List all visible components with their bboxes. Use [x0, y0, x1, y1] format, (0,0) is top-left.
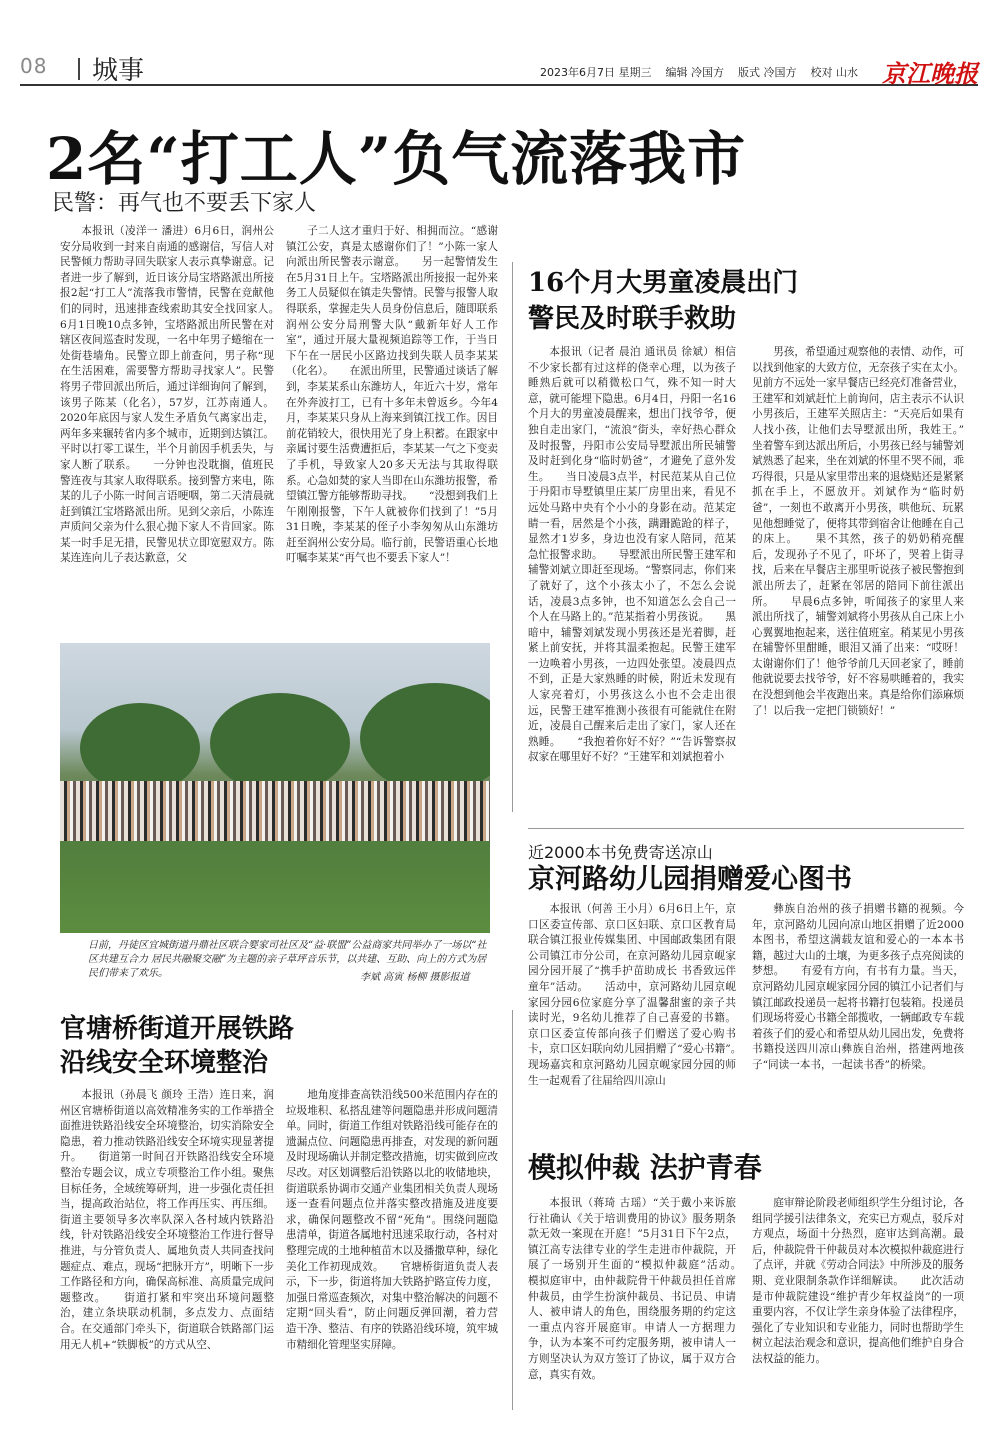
- event-photo: [60, 643, 490, 933]
- story2-column-1: [528, 345, 736, 810]
- page-header: [20, 52, 978, 86]
- lead-text-2: 子二人这才重归于好、相拥而泣。“感谢镇江公安，真是太感谢你们了！”小陈一家人向派出所民警表示谢意。 另一起警情发生在5月31日上午。宝塔路派出所接报一起外来务工人员疑似在镇走失警情。民警与报警人取得联系，掌握走失人员身份信息后，随即联系润州公安分局刑警大队“戴新年好人工作室”，通过开展大量视频追踪等工作，于当日下午在一居民小区路边找到失联人员李某某（化名）。 在派出所里，民警通过谈话了解到，李某某系山东潍坊人，年近六十岁，常年在外奔波打工，已有十多年未曾返乡。今年4月，李某某只身从上海来到镇江找工作。因目前花销较大，很快用光了身上积蓄。在跟家中亲属讨要生活费遭拒后，李某某一气之下变卖了手机，导致家人20多天无法与其取得联系。心急如焚的家人当即在山东潍坊报警，希望镇江警方能够帮助寻找。 “没想到我们上午刚刚报警，下午人就被你们找到了！”5月31日晚，李某某的侄子小李匆匆从山东潍坊赶至润州公安分局。临行前，民警语重心长地叮嘱李某某“再气也不要丢下家人”！: [286, 225, 498, 565]
- story4-text-2: 地角度排查高铁沿线500米范围内存在的垃圾堆积、私搭乱建等问题隐患并形成问题清单。同时，街道工作组对铁路沿线可能存在的遗漏点位、问题隐患再排查，对发现的新问题及时现场确认并制定整改措施，切实做到应改尽改。对区划调整后沿铁路以北的收储地块，街道联系协调市交通产业集团相关负责人现场逐一查看问题点位并落实整改措施及进度要求，确保问题整改不留“死角”。围绕问题隐患清单，街道各属地村迅速采取行动，各村对整理完成的土地种植苗木以及播撒草种，绿化美化工作初现成效。 官塘桥街道负责人表示，下一步，街道将加大铁路护路宣传力度，加强日常巡查频次，对集中整治解决的问题不定期“回头看”，防止问题反弹回潮，着力营造干净、整洁、有序的铁路沿线环境，筑牢城市精细化管理坚实屏障。: [286, 1089, 498, 1351]
- lead-column-2: [286, 224, 498, 629]
- story4-headline-line2: 沿线安全环境整治: [60, 1048, 269, 1078]
- header-meta: [540, 64, 858, 80]
- page-number: 08: [20, 54, 48, 78]
- story2-text-1: 本报讯（记者 晨泊 通讯员 徐斌）相信不少家长都有过这样的侥幸心理，以为孩子睡熟后就可以稍微松口气，殊不知一时大意，就可能埋下隐患。6月4日，丹阳一名16个月大的男童凌晨醒来，想出门找爷爷，便独自走出家门，“流浪”街头，幸好热心群众及时报警，丹阳市公安局导墅派出所民辅警及时赶到化身“临时奶爸”，才避免了意外发生。 当日凌晨3点半，村民范某从自己位于丹阳市导墅镇里庄某厂房里出来，看见不远处马路中央有个小小的身影在动。范某定睛一看，居然是个小孩，蹒跚跪跄的样子，显然才1岁多，身边也没有家人陪同，范某急忙报警求助。 导墅派出所民警王建军和辅警刘斌立即赶至现场。“警察同志，你们来了就好了，这个小孩太小了，不怎么会说话，凌晨3点多钟，也不知道怎么会自己一个人在马路上的。”范某指着小男孩说。 黑暗中，辅警刘斌发现小男孩还是光着脚，赶紧上前安抚，并将其温柔抱起。民警王建军一边唤着小男孩，一边四处张望。凌晨四点不到，正是大家熟睡的时候，附近未发现有人家亮着灯，小男孩这么小也不会走出很远，民警王建军推测小孩很有可能就住在附近，凌晨自己醒来后走出了家门，家人还在熟睡。 “我抱着你好不好？”“告诉警察叔叔家在哪里好不好？”王建军和刘斌抱着小: [528, 346, 736, 764]
- section-rule: [528, 828, 964, 829]
- story5-column-2: [752, 1196, 964, 1410]
- story2-column-2: [752, 345, 964, 810]
- story2-headline-line2: 警民及时联手救助: [528, 304, 737, 334]
- photo-crowd: [60, 781, 490, 841]
- photo-credit: 李斌 高寅 杨柳 摄影报道: [360, 972, 470, 983]
- story3-headline: 京河路幼儿园捐赠爱心图书: [528, 864, 852, 895]
- column-rule: [512, 1010, 513, 1410]
- photo-tree: [210, 693, 350, 793]
- layout-credit: 版式 冷国方: [738, 66, 797, 79]
- story3-kicker: 近2000本书免费寄送凉山: [528, 843, 713, 862]
- lead-headline: 2名“打工人”负气流落我市: [46, 125, 747, 193]
- story4-column-2: [286, 1088, 498, 1410]
- story2-headline-line1: 16个月大男童凌晨出门: [528, 268, 799, 298]
- story5-column-1: [528, 1196, 736, 1410]
- story5-text-2: 庭审辩论阶段老师组织学生分组讨论，各组同学援引法律条文，充实已方观点，驳斥对方观点，场面十分热烈，庭审达到高潮。最后，仲裁院骨干仲裁员对本次模拟仲裁庭进行了点评，并就《劳动合同法》中所涉及的服务期、竞业限制条款作详细解读。 此次活动是市仲裁院建设“维护青少年权益岗”的一项重要内容，不仅让学生亲身体验了法律程序，强化了专业知识和专业能力，同时也帮助学生树立起法治观念和意识，提高他们维护自身合法权益的能力。: [752, 1197, 964, 1365]
- column-rule: [512, 262, 513, 812]
- photo-caption: 日前，丹徒区宜城街道丹鼎社区联合婴家司社区及“益·联盟”公益商家共同举办了一场以“社区共建互合力 居民共融聚交融”为主题的亲子草坪音乐节，以共建、互助、向上的方式为居民们带来了欢乐。: [88, 940, 487, 979]
- photo-tree: [360, 683, 490, 793]
- lead-text-1: 本报讯（凌洋一 潘进）6月6日，润州公安分局收到一封来自南通的感谢信，写信人对民警倾力帮助寻回失联家人表示真挚谢意。记者进一步了解到，近日该分局宝塔路派出所接报2起“打工人”流落我市警情，民警在竞献他们的同时，迅速排查线索助其安全找回家人。 6月1日晚10点多钟，宝塔路派出所民警在对辖区夜间巡查时发现，一名中年男子蜷缩在一处街巷墙角。民警立即上前查问，男子称“现在生活困难，需要警方帮助寻找家人”。民警将男子带回派出所后，通过详细询问了解到，该男子陈某（化名），57岁，江苏南通人。2020年底因与家人发生矛盾负气离家出走，两年多来辗转省内多个城市，近期到达镇江。平时以打零工谋生，半个月前因手机丢失，与家人断了联系。 一分钟也没耽搁，值班民警连夜与其家人取得联系。接到警方来电，陈某的儿子小陈一时间言语哽咽，第二天清晨就赶到镇江宝塔路派出所。见到父亲后，小陈连声质问父亲为什么狠心抛下家人不肯回家。陈某一时手足无措，民警见状立即宽慰双方。陈某连连向儿子表达歉意，父: [60, 225, 274, 565]
- story4-headline-line1: 官塘桥街道开展铁路: [60, 1014, 295, 1044]
- story2-text-2: 男孩，希望通过观察他的表情、动作，可以找到他家的大致方位，无奈孩子实在太小。见前方不远处一家早餐店已经亮灯准备营业，王建军和刘斌赶忙上前询问，店主表示不认识小男孩后，王建军关照店主：“天亮后如果有人找小孩，让他们去导墅派出所，我姓王。” 坐着警车到达派出所后，小男孩已经与辅警刘斌熟悉了起来，坐在刘斌的怀里不哭不闹，乖巧得很，只是从家里带出来的退烧贴还是紧紧抓在手上，不愿放开。刘斌作为“临时奶爸”，一刻也不敢离开小男孩，哄他玩、玩累见他想睡觉了，便将其带到宿舍让他睡在自己的床上。 果不其然，孩子的奶奶稍亮醒后，发现孙子不见了，吓坏了，哭着上街寻找，后来在早餐店主那里听说孩子被民警抱到派出所去了，赶紧在邻居的陪同下前往派出所。 早晨6点多钟，听闻孩子的家里人来派出所找了，辅警刘斌将小男孩从自己床上小心翼翼地抱起来，送往值班室。稍某见小男孩在辅警怀里酣睡，眼泪又涌了出来：“哎呀！太谢谢你们了！他爷爷前几天回老家了，睡前他就说要去找爷爷，好不容易哄睡着的，我实在没想到他会半夜跑出来。真是给你们添麻烦了！以后我一定把门锁锁好！”: [752, 346, 964, 717]
- editor-credit: 编辑 冷国方: [665, 66, 724, 79]
- story3-text-2: 彝族自治州的孩子捐赠书籍的视频。今年，京河路幼儿园向凉山地区捐赠了近2000本图书，希望这满载友谊和爱心的一本本书籍，越过大山的土壤，为更多孩子点亮阅读的梦想。 有爱有方向，有书有力量。当天，京河路幼儿园京岘家园分园的镇江小记者们与镇江邮政投递员一起将书籍打包装箱。投递员们现场将爱心书籍全部揽收，一辆邮政专车载着孩子们的爱心和希望从幼儿园出发，免费将书籍投送四川凉山彝族自治州，搭建两地孩子“同读一本书，一起读书香”的桥梁。: [752, 903, 964, 1071]
- story4-column-1: [60, 1088, 274, 1410]
- photo-tree: [80, 703, 200, 793]
- proof-credit: 校对 山水: [810, 66, 858, 79]
- story3-column-2: [752, 902, 964, 1128]
- story5-headline: 模拟仲裁 法护青春: [528, 1151, 762, 1184]
- lead-subheadline: 民警：再气也不要丢下家人: [52, 191, 317, 216]
- section-name: 城事: [92, 56, 145, 86]
- story3-column-1: [528, 902, 736, 1128]
- lead-column-1: [60, 224, 274, 629]
- issue-date: 2023年6月7日 星期三: [540, 66, 652, 79]
- newspaper-logo: 京江晚报: [882, 59, 978, 88]
- story5-text-1: 本报讯（蒋琦 古瑶）“关于戴小来诉旅行社确认《关于培训费用的协议》服务期条款无效一案现在开庭！”5月31日下午2点，镇江高专法律专业的学生走进市仲裁院，开展了一场别开生面的“模拟仲裁庭”活动。 模拟庭审中，由仲裁院骨干仲裁员担任首席仲裁员，由学生扮演仲裁员、书记员、申请人、被申请人的角色，围绕服务期的约定这一重点内容开展庭审。申请人一方据理力争，认为本案不可约定服务期，被申请人一方则坚决认为双方签订了协议，属于双方合意，真实有效。: [528, 1197, 736, 1381]
- header-divider: [78, 58, 80, 80]
- story3-text-1: 本报讯（何善 王小月）6月6日上午，京口区委宣传部、京口区妇联、京口区教育局联合镇江报业传媒集团、中国邮政集团有限公司镇江市分公司，在京河路幼儿园京岘家园分园开展了“携手护苗助成长 书香致远伴童年”活动。 活动中，京河路幼儿园京岘家园分园6位家庭分享了温馨甜蜜的亲子共读时光，9名幼儿推荐了自己喜爱的书籍。京口区委宣传部向孩子们赠送了爱心购书卡，京口区妇联向幼儿园捐赠了“爱心书籍”。 现场嘉宾和京河路幼儿园京岘家园分园的师生一起观看了往届给四川凉山: [528, 903, 736, 1087]
- story4-text-1: 本报讯（孙晨飞 颜玲 王浩）连日来，润州区官塘桥街道以高效精准务实的工作举措全面推进铁路沿线安全环境整治，切实消除安全隐患，着力推动铁路沿线安全环境实现显著提升。 街道第一时间召开铁路沿线安全环境整治专题会议，成立专项整治工作小组。聚焦目标任务，全域统筹研判，进一步强化责任担当，提高政治站位，将工作再压实、再压细。街道主要领导多次率队深入各村域内铁路沿线，针对铁路沿线安全环境整治工作进行督导推进，与分管负责人、属地负责人共同查找问题症点、难点，现场“把脉开方”，明晰下一步工作路径和方向，确保高标准、高质量完成问题整改。 街道打紧和牢突出环境问题整治，建立条块联动机制，多点发力、点面结合。在交通部门牵头下，街道联合铁路部门运用无人机+“铁脚板”的方式从空、: [60, 1089, 274, 1351]
